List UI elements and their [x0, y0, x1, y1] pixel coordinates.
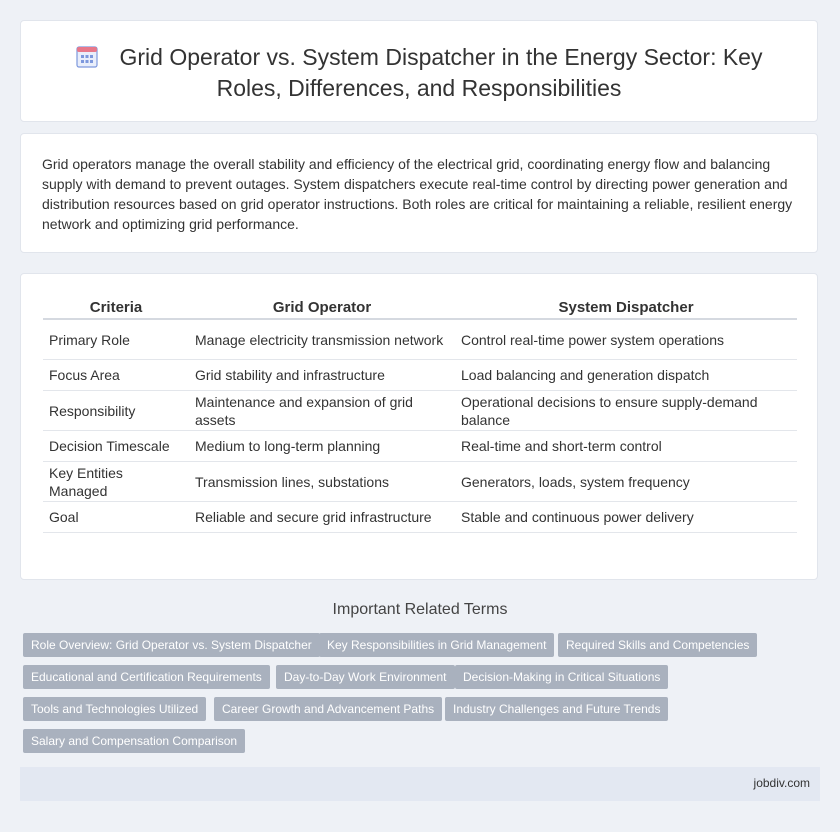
related-term-tag[interactable]: Decision-Making in Critical Situations	[455, 665, 668, 689]
related-term-tag[interactable]: Day-to-Day Work Environment	[276, 665, 455, 689]
table-row	[43, 360, 797, 391]
related-term-tag[interactable]: Educational and Certification Requirements	[23, 665, 270, 689]
header-criteria: Criteria	[43, 296, 189, 320]
table-row	[43, 431, 797, 462]
table-cell: Medium to long-term planning	[189, 431, 455, 462]
table-cell: Real-time and short-term control	[455, 431, 797, 462]
table-cell: Operational decisions to ensure supply-demand balance	[455, 391, 797, 431]
table-cell: Primary Role	[43, 320, 189, 360]
intro-card	[20, 133, 818, 253]
table-cell: Load balancing and generation dispatch	[455, 360, 797, 391]
table-cell: Generators, loads, system frequency	[455, 462, 797, 502]
table-cell: Transmission lines, substations	[189, 462, 455, 502]
related-term-tag[interactable]: Required Skills and Competencies	[558, 633, 757, 657]
table-cell: Responsibility	[43, 391, 189, 431]
comparison-card	[20, 273, 818, 580]
footer-site-link[interactable]: jobdiv.com	[753, 776, 810, 790]
table-row	[43, 462, 797, 502]
table-row	[43, 320, 797, 360]
table-cell: Control real-time power system operations	[455, 320, 797, 360]
table-cell: Focus Area	[43, 360, 189, 391]
table-row	[43, 391, 797, 431]
table-cell: Maintenance and expansion of grid assets	[189, 391, 455, 431]
calendar-icon	[76, 44, 98, 74]
title-line-2: Roles, Differences, and Responsibilities	[216, 75, 622, 101]
table-header-row	[43, 296, 797, 320]
related-term-tag[interactable]: Salary and Compensation Comparison	[23, 729, 245, 753]
table-row	[43, 502, 797, 533]
table-cell: Manage electricity transmission network	[189, 320, 455, 360]
intro-paragraph: Grid operators manage the overall stability and efficiency of the electrical grid, coordinating energy flow and balancing supply with demand to prevent outages. System dispatchers execute real-time control by directing power generation and distribution resources based on grid operator instructions. Both roles are critical for maintaining a reliable, resilient energy network and optimizing grid performance.	[42, 156, 793, 232]
header-system-dispatcher: System Dispatcher	[455, 296, 797, 320]
related-term-tag[interactable]: Role Overview: Grid Operator vs. System Dispatcher	[23, 633, 320, 657]
table-cell: Decision Timescale	[43, 431, 189, 462]
table-cell: Key Entities Managed	[43, 462, 189, 502]
table-cell: Grid stability and infrastructure	[189, 360, 455, 391]
table-cell: Stable and continuous power delivery	[455, 502, 797, 533]
page-title	[21, 43, 817, 102]
related-term-tag[interactable]: Career Growth and Advancement Paths	[214, 697, 442, 721]
related-terms-heading: Important Related Terms	[332, 601, 508, 618]
header-grid-operator: Grid Operator	[189, 296, 455, 320]
related-term-tag[interactable]: Tools and Technologies Utilized	[23, 697, 206, 721]
comparison-table	[43, 296, 797, 533]
related-term-tag[interactable]: Key Responsibilities in Grid Management	[319, 633, 554, 657]
footer	[20, 767, 820, 801]
table-cell: Reliable and secure grid infrastructure	[189, 502, 455, 533]
header-card	[20, 20, 818, 122]
related-term-tag[interactable]: Industry Challenges and Future Trends	[445, 697, 668, 721]
table-cell: Goal	[43, 502, 189, 533]
title-line-1: Grid Operator vs. System Dispatcher in the Energy Sector: Key	[119, 44, 763, 70]
